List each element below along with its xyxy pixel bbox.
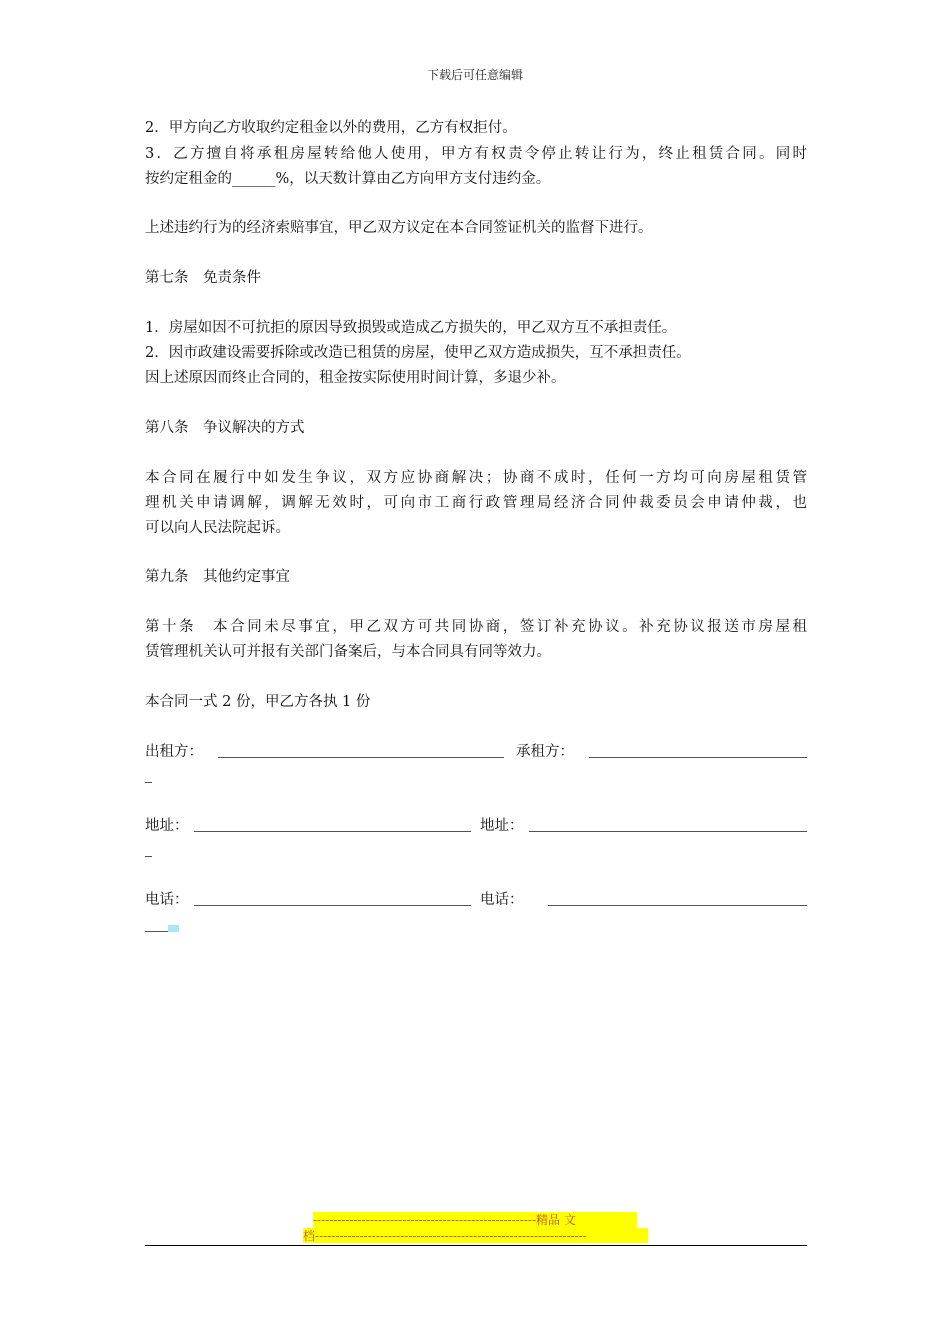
phone-label-left: 电话： (145, 892, 189, 908)
section-heading-7: 第七条 免责条件 (145, 270, 261, 286)
page-header: 下载后可任意编辑 (426, 68, 523, 82)
lessee-label: 承租方： (516, 744, 574, 760)
clause-text: 1．房屋如因不可抗拒的原因导致损毁或造成乙方损失的，甲乙双方互不承担责任。 (145, 320, 677, 336)
clause-text: 本合同在履行中如发生争议，双方应协商解决；协商不成时，任何一方均可向房屋租赁管 (145, 470, 807, 486)
lessor-signature-line[interactable] (218, 757, 504, 758)
clause-text: 2．因市政建设需要拆除或改造已租赁的房屋，使甲乙双方造成损失，互不承担责任。 (145, 345, 691, 361)
clause-text: 理机关申请调解，调解无效时，可向市工商行政管理局经济合同仲裁委员会申请仲裁，也 (145, 495, 807, 511)
lessee-phone-line[interactable] (548, 905, 807, 906)
lessee-address-line[interactable] (529, 831, 807, 832)
clause-text: 赁管理机关认可并报有关部门备案后，与本合同具有同等效力。 (145, 644, 551, 660)
copies-statement: 本合同一式 2 份，甲乙方各执 1 份 (145, 694, 371, 710)
lessor-address-line[interactable] (194, 831, 471, 832)
address-label-left: 地址： (145, 818, 189, 834)
lessor-label: 出租方： (145, 744, 203, 760)
clause-text: 第十条 本合同未尽事宜，甲乙双方可共同协商，签订补充协议。补充协议报送市房屋租 (145, 619, 807, 635)
footer-rule (145, 1245, 807, 1246)
clause-text: 可以向人民法院起诉。 (145, 520, 290, 536)
footer-line-1: -------------------------------------------------------精品 文 (313, 1212, 637, 1228)
clause-text: 因上述原因而终止合同的，租金按实际使用时间计算，多退少补。 (145, 370, 566, 386)
line-continuation (145, 931, 168, 932)
clause-text: 按约定租金的______%，以天数计算由乙方向甲方支付违约金。 (145, 171, 551, 187)
address-label-right: 地址： (480, 818, 524, 834)
line-continuation (145, 782, 152, 783)
lessee-signature-line[interactable] (589, 757, 807, 758)
section-heading-9: 第九条 其他约定事宜 (145, 569, 290, 585)
phone-label-right: 电话： (480, 892, 524, 908)
line-continuation (145, 856, 152, 857)
clause-text: 2．甲方向乙方收取约定租金以外的费用，乙方有权拒付。 (145, 120, 517, 136)
section-heading-8: 第八条 争议解决的方式 (145, 420, 305, 436)
clause-text: 3．乙方擅自将承租房屋转给他人使用，甲方有权责令停止转让行为，终止租赁合同。同时 (145, 146, 807, 162)
clause-text: 上述违约行为的经济索赔事宜，甲乙双方议定在本合同签证机关的监督下进行。 (145, 220, 653, 236)
cursor-highlight (168, 925, 179, 932)
footer-line-2: 档------------------------------------------------------------------- (303, 1228, 648, 1243)
lessor-phone-line[interactable] (194, 905, 471, 906)
